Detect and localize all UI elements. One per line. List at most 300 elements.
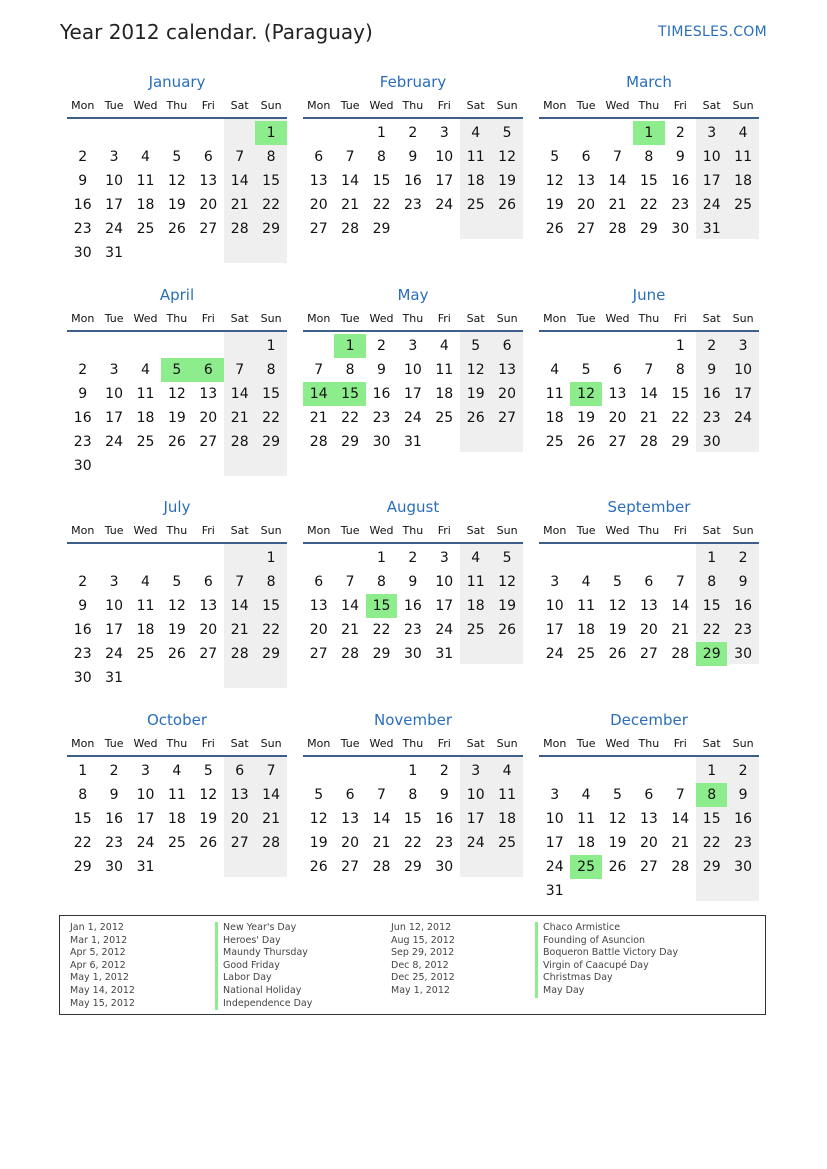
day-cell[interactable]: 13 [577, 173, 595, 189]
day-cell[interactable]: 27 [577, 221, 595, 237]
holiday-day-cell[interactable]: 6 [193, 358, 224, 382]
day-cell[interactable]: 18 [545, 410, 564, 426]
day-cell[interactable]: 18 [577, 622, 595, 638]
day-cell[interactable]: 22 [702, 622, 721, 638]
day-cell[interactable]: 6 [644, 574, 654, 590]
day-cell[interactable]: 29 [671, 434, 690, 450]
day-cell[interactable]: 17 [545, 622, 564, 638]
day-cell[interactable]: 25 [435, 410, 454, 426]
day-cell[interactable]: 25 [136, 434, 155, 450]
day-cell[interactable]: 22 [372, 622, 391, 638]
day-cell[interactable]: 16 [73, 197, 92, 213]
day-cell[interactable]: 11 [136, 386, 155, 402]
day-cell[interactable]: 26 [498, 622, 516, 638]
day-cell[interactable]: 4 [581, 787, 591, 803]
day-cell[interactable]: 21 [372, 835, 391, 851]
day-cell[interactable]: 8 [78, 787, 88, 803]
day-cell[interactable]: 27 [639, 646, 658, 662]
day-cell[interactable]: 14 [341, 173, 359, 189]
day-cell[interactable]: 9 [78, 173, 88, 189]
day-cell[interactable]: 26 [167, 434, 186, 450]
day-cell[interactable]: 10 [403, 362, 422, 378]
day-cell[interactable]: 20 [309, 197, 328, 213]
day-cell[interactable]: 3 [550, 787, 560, 803]
day-cell[interactable]: 9 [377, 362, 386, 378]
day-cell[interactable]: 10 [466, 787, 485, 803]
day-cell[interactable]: 30 [734, 646, 752, 662]
day-cell[interactable]: 23 [734, 835, 752, 851]
day-cell[interactable]: 29 [702, 859, 721, 875]
day-cell[interactable]: 2 [78, 149, 88, 165]
day-cell[interactable]: 17 [105, 410, 123, 426]
day-cell[interactable]: 4 [738, 125, 748, 141]
day-cell[interactable]: 28 [671, 859, 690, 875]
day-cell[interactable]: 20 [639, 835, 658, 851]
day-cell[interactable]: 30 [73, 670, 92, 686]
day-cell[interactable]: 23 [73, 434, 92, 450]
day-cell[interactable]: 23 [372, 410, 391, 426]
day-cell[interactable]: 13 [309, 173, 328, 189]
day-cell[interactable]: 20 [199, 410, 218, 426]
day-cell[interactable]: 12 [309, 811, 328, 827]
day-cell[interactable]: 7 [675, 787, 685, 803]
day-cell[interactable]: 24 [105, 434, 123, 450]
day-cell[interactable]: 28 [262, 835, 280, 851]
day-cell[interactable]: 28 [608, 221, 627, 237]
day-cell[interactable]: 1 [675, 338, 685, 354]
day-cell[interactable]: 22 [372, 197, 391, 213]
day-cell[interactable]: 16 [435, 811, 454, 827]
day-cell[interactable]: 11 [577, 811, 595, 827]
holiday-day-cell[interactable]: 1 [255, 121, 286, 145]
day-cell[interactable]: 27 [341, 859, 359, 875]
day-cell[interactable]: 28 [372, 859, 391, 875]
day-cell[interactable]: 14 [341, 598, 359, 614]
day-cell[interactable]: 11 [136, 598, 155, 614]
day-cell[interactable]: 17 [702, 173, 721, 189]
day-cell[interactable]: 27 [199, 221, 218, 237]
day-cell[interactable]: 25 [466, 622, 485, 638]
day-cell[interactable]: 13 [498, 362, 516, 378]
day-cell[interactable]: 3 [550, 574, 560, 590]
day-cell[interactable]: 11 [734, 149, 752, 165]
day-cell[interactable]: 21 [639, 410, 658, 426]
day-cell[interactable]: 14 [372, 811, 391, 827]
day-cell[interactable]: 26 [498, 197, 516, 213]
day-cell[interactable]: 28 [230, 646, 249, 662]
day-cell[interactable]: 19 [199, 811, 218, 827]
day-cell[interactable]: 11 [136, 173, 155, 189]
day-cell[interactable]: 21 [230, 622, 249, 638]
day-cell[interactable]: 14 [671, 811, 690, 827]
day-cell[interactable]: 14 [230, 386, 249, 402]
day-cell[interactable]: 3 [439, 125, 449, 141]
day-cell[interactable]: 16 [372, 386, 391, 402]
holiday-day-cell[interactable]: 8 [696, 783, 727, 807]
day-cell[interactable]: 26 [167, 646, 186, 662]
day-cell[interactable]: 17 [403, 386, 422, 402]
day-cell[interactable]: 4 [471, 550, 481, 566]
day-cell[interactable]: 21 [341, 197, 359, 213]
day-cell[interactable]: 13 [341, 811, 359, 827]
day-cell[interactable]: 1 [266, 550, 276, 566]
day-cell[interactable]: 4 [550, 362, 560, 378]
day-cell[interactable]: 8 [644, 149, 654, 165]
day-cell[interactable]: 19 [498, 173, 516, 189]
day-cell[interactable]: 31 [702, 221, 721, 237]
day-cell[interactable]: 8 [266, 149, 276, 165]
day-cell[interactable]: 12 [608, 598, 627, 614]
day-cell[interactable]: 24 [466, 835, 485, 851]
day-cell[interactable]: 30 [702, 434, 721, 450]
day-cell[interactable]: 16 [73, 410, 92, 426]
day-cell[interactable]: 8 [675, 362, 685, 378]
day-cell[interactable]: 16 [702, 386, 721, 402]
day-cell[interactable]: 8 [345, 362, 355, 378]
day-cell[interactable]: 1 [377, 550, 386, 566]
day-cell[interactable]: 4 [439, 338, 449, 354]
day-cell[interactable]: 5 [314, 787, 324, 803]
day-cell[interactable]: 16 [73, 622, 92, 638]
day-cell[interactable]: 24 [734, 410, 752, 426]
day-cell[interactable]: 8 [707, 574, 717, 590]
day-cell[interactable]: 18 [136, 197, 155, 213]
holiday-day-cell[interactable]: 15 [334, 382, 365, 406]
day-cell[interactable]: 10 [435, 574, 454, 590]
day-cell[interactable]: 5 [550, 149, 560, 165]
day-cell[interactable]: 3 [408, 338, 418, 354]
day-cell[interactable]: 12 [608, 811, 627, 827]
holiday-day-cell[interactable]: 25 [570, 855, 601, 879]
day-cell[interactable]: 5 [471, 338, 481, 354]
day-cell[interactable]: 25 [577, 646, 595, 662]
day-cell[interactable]: 9 [738, 574, 748, 590]
day-cell[interactable]: 22 [702, 835, 721, 851]
day-cell[interactable]: 20 [341, 835, 359, 851]
day-cell[interactable]: 3 [471, 763, 481, 779]
day-cell[interactable]: 19 [577, 410, 595, 426]
day-cell[interactable]: 30 [403, 646, 422, 662]
day-cell[interactable]: 5 [502, 550, 512, 566]
day-cell[interactable]: 10 [105, 386, 123, 402]
day-cell[interactable]: 7 [345, 574, 355, 590]
day-cell[interactable]: 30 [435, 859, 454, 875]
day-cell[interactable]: 22 [262, 622, 280, 638]
day-cell[interactable]: 6 [644, 787, 654, 803]
day-cell[interactable]: 17 [734, 386, 752, 402]
day-cell[interactable]: 6 [613, 362, 622, 378]
day-cell[interactable]: 21 [230, 410, 249, 426]
day-cell[interactable]: 2 [738, 550, 748, 566]
day-cell[interactable]: 3 [738, 338, 748, 354]
day-cell[interactable]: 23 [671, 197, 690, 213]
day-cell[interactable]: 8 [266, 362, 276, 378]
day-cell[interactable]: 1 [707, 763, 717, 779]
day-cell[interactable]: 28 [230, 434, 249, 450]
day-cell[interactable]: 16 [671, 173, 690, 189]
day-cell[interactable]: 24 [435, 622, 454, 638]
day-cell[interactable]: 2 [78, 574, 88, 590]
day-cell[interactable]: 12 [167, 598, 186, 614]
day-cell[interactable]: 15 [702, 811, 721, 827]
day-cell[interactable]: 28 [671, 646, 690, 662]
day-cell[interactable]: 2 [109, 763, 119, 779]
day-cell[interactable]: 13 [639, 598, 658, 614]
day-cell[interactable]: 25 [734, 197, 752, 213]
day-cell[interactable]: 12 [167, 173, 186, 189]
day-cell[interactable]: 4 [581, 574, 591, 590]
day-cell[interactable]: 11 [466, 149, 485, 165]
day-cell[interactable]: 19 [545, 197, 564, 213]
day-cell[interactable]: 9 [78, 598, 88, 614]
day-cell[interactable]: 9 [78, 386, 88, 402]
day-cell[interactable]: 10 [435, 149, 454, 165]
day-cell[interactable]: 10 [136, 787, 155, 803]
day-cell[interactable]: 25 [466, 197, 485, 213]
day-cell[interactable]: 2 [408, 125, 418, 141]
day-cell[interactable]: 29 [262, 646, 280, 662]
day-cell[interactable]: 6 [502, 338, 512, 354]
holiday-day-cell[interactable]: 14 [303, 382, 334, 406]
day-cell[interactable]: 16 [403, 173, 422, 189]
day-cell[interactable]: 23 [734, 622, 752, 638]
day-cell[interactable]: 6 [314, 149, 324, 165]
day-cell[interactable]: 31 [545, 883, 564, 899]
day-cell[interactable]: 2 [707, 338, 717, 354]
day-cell[interactable]: 31 [435, 646, 454, 662]
day-cell[interactable]: 6 [203, 149, 213, 165]
day-cell[interactable]: 10 [734, 362, 752, 378]
day-cell[interactable]: 2 [675, 125, 685, 141]
day-cell[interactable]: 4 [502, 763, 512, 779]
day-cell[interactable]: 5 [172, 574, 182, 590]
day-cell[interactable]: 25 [136, 646, 155, 662]
day-cell[interactable]: 21 [230, 197, 249, 213]
day-cell[interactable]: 7 [235, 362, 245, 378]
day-cell[interactable]: 19 [167, 410, 186, 426]
day-cell[interactable]: 8 [377, 149, 386, 165]
day-cell[interactable]: 27 [199, 434, 218, 450]
day-cell[interactable]: 15 [671, 386, 690, 402]
day-cell[interactable]: 20 [498, 386, 516, 402]
day-cell[interactable]: 7 [235, 574, 245, 590]
day-cell[interactable]: 18 [577, 835, 595, 851]
day-cell[interactable]: 16 [403, 598, 422, 614]
day-cell[interactable]: 2 [439, 763, 449, 779]
day-cell[interactable]: 19 [608, 622, 627, 638]
day-cell[interactable]: 14 [639, 386, 658, 402]
day-cell[interactable]: 9 [675, 149, 685, 165]
day-cell[interactable]: 8 [377, 574, 386, 590]
day-cell[interactable]: 15 [73, 811, 92, 827]
day-cell[interactable]: 13 [199, 386, 218, 402]
day-cell[interactable]: 1 [707, 550, 717, 566]
day-cell[interactable]: 7 [235, 149, 245, 165]
day-cell[interactable]: 24 [105, 221, 123, 237]
day-cell[interactable]: 4 [471, 125, 481, 141]
day-cell[interactable]: 5 [502, 125, 512, 141]
day-cell[interactable]: 19 [466, 386, 485, 402]
day-cell[interactable]: 26 [167, 221, 186, 237]
day-cell[interactable]: 6 [314, 574, 324, 590]
day-cell[interactable]: 18 [498, 811, 516, 827]
day-cell[interactable]: 8 [266, 574, 276, 590]
day-cell[interactable]: 27 [498, 410, 516, 426]
day-cell[interactable]: 26 [309, 859, 328, 875]
day-cell[interactable]: 17 [105, 197, 123, 213]
day-cell[interactable]: 10 [545, 598, 564, 614]
brand-link[interactable]: TIMESLES.COM [658, 24, 767, 40]
day-cell[interactable]: 13 [230, 787, 249, 803]
day-cell[interactable]: 24 [545, 859, 564, 875]
day-cell[interactable]: 15 [639, 173, 658, 189]
day-cell[interactable]: 19 [167, 197, 186, 213]
day-cell[interactable]: 9 [408, 574, 418, 590]
day-cell[interactable]: 23 [702, 410, 721, 426]
day-cell[interactable]: 13 [309, 598, 328, 614]
day-cell[interactable]: 30 [105, 859, 123, 875]
day-cell[interactable]: 17 [545, 835, 564, 851]
day-cell[interactable]: 3 [707, 125, 717, 141]
day-cell[interactable]: 26 [545, 221, 564, 237]
day-cell[interactable]: 19 [498, 598, 516, 614]
day-cell[interactable]: 31 [105, 245, 123, 261]
day-cell[interactable]: 25 [498, 835, 516, 851]
day-cell[interactable]: 15 [262, 173, 280, 189]
day-cell[interactable]: 21 [341, 622, 359, 638]
day-cell[interactable]: 2 [78, 362, 88, 378]
day-cell[interactable]: 28 [639, 434, 658, 450]
holiday-day-cell[interactable]: 12 [570, 382, 601, 406]
day-cell[interactable]: 10 [105, 173, 123, 189]
day-cell[interactable]: 29 [639, 221, 658, 237]
day-cell[interactable]: 30 [734, 859, 752, 875]
day-cell[interactable]: 2 [738, 763, 748, 779]
day-cell[interactable]: 29 [341, 434, 359, 450]
day-cell[interactable]: 25 [136, 221, 155, 237]
day-cell[interactable]: 5 [613, 574, 622, 590]
day-cell[interactable]: 22 [639, 197, 658, 213]
day-cell[interactable]: 18 [734, 173, 752, 189]
day-cell[interactable]: 26 [608, 646, 627, 662]
day-cell[interactable]: 7 [314, 362, 324, 378]
day-cell[interactable]: 6 [581, 149, 591, 165]
day-cell[interactable]: 1 [78, 763, 88, 779]
day-cell[interactable]: 14 [230, 598, 249, 614]
day-cell[interactable]: 14 [608, 173, 627, 189]
day-cell[interactable]: 23 [73, 646, 92, 662]
day-cell[interactable]: 12 [466, 362, 485, 378]
day-cell[interactable]: 8 [408, 787, 418, 803]
day-cell[interactable]: 13 [608, 386, 627, 402]
day-cell[interactable]: 1 [377, 125, 386, 141]
day-cell[interactable]: 27 [230, 835, 249, 851]
day-cell[interactable]: 21 [262, 811, 280, 827]
day-cell[interactable]: 20 [608, 410, 627, 426]
day-cell[interactable]: 4 [172, 763, 182, 779]
day-cell[interactable]: 28 [230, 221, 249, 237]
day-cell[interactable]: 25 [167, 835, 186, 851]
day-cell[interactable]: 22 [73, 835, 92, 851]
day-cell[interactable]: 11 [167, 787, 186, 803]
day-cell[interactable]: 23 [73, 221, 92, 237]
day-cell[interactable]: 11 [545, 386, 564, 402]
day-cell[interactable]: 15 [372, 173, 391, 189]
day-cell[interactable]: 22 [403, 835, 422, 851]
day-cell[interactable]: 11 [435, 362, 454, 378]
day-cell[interactable]: 19 [167, 622, 186, 638]
day-cell[interactable]: 4 [141, 149, 150, 165]
day-cell[interactable]: 26 [466, 410, 485, 426]
day-cell[interactable]: 6 [345, 787, 355, 803]
day-cell[interactable]: 15 [262, 598, 280, 614]
day-cell[interactable]: 17 [435, 173, 454, 189]
day-cell[interactable]: 16 [105, 811, 123, 827]
day-cell[interactable]: 5 [172, 149, 182, 165]
day-cell[interactable]: 29 [262, 221, 280, 237]
day-cell[interactable]: 17 [136, 811, 155, 827]
day-cell[interactable]: 28 [341, 646, 359, 662]
day-cell[interactable]: 12 [498, 574, 516, 590]
day-cell[interactable]: 25 [545, 434, 564, 450]
day-cell[interactable]: 3 [109, 362, 119, 378]
day-cell[interactable]: 22 [262, 197, 280, 213]
day-cell[interactable]: 1 [266, 338, 276, 354]
day-cell[interactable]: 31 [105, 670, 123, 686]
day-cell[interactable]: 16 [734, 811, 752, 827]
day-cell[interactable]: 20 [639, 622, 658, 638]
day-cell[interactable]: 21 [671, 622, 690, 638]
day-cell[interactable]: 6 [203, 574, 213, 590]
day-cell[interactable]: 15 [262, 386, 280, 402]
day-cell[interactable]: 24 [435, 197, 454, 213]
day-cell[interactable]: 18 [466, 173, 485, 189]
day-cell[interactable]: 18 [167, 811, 186, 827]
day-cell[interactable]: 19 [608, 835, 627, 851]
day-cell[interactable]: 22 [262, 410, 280, 426]
holiday-day-cell[interactable]: 29 [696, 642, 727, 666]
day-cell[interactable]: 27 [309, 221, 328, 237]
day-cell[interactable]: 22 [671, 410, 690, 426]
day-cell[interactable]: 12 [545, 173, 564, 189]
day-cell[interactable]: 10 [105, 598, 123, 614]
day-cell[interactable]: 23 [403, 622, 422, 638]
day-cell[interactable]: 9 [738, 787, 748, 803]
day-cell[interactable]: 24 [545, 646, 564, 662]
day-cell[interactable]: 7 [644, 362, 654, 378]
day-cell[interactable]: 29 [372, 646, 391, 662]
day-cell[interactable]: 31 [136, 859, 155, 875]
day-cell[interactable]: 30 [671, 221, 690, 237]
day-cell[interactable]: 20 [309, 622, 328, 638]
day-cell[interactable]: 27 [199, 646, 218, 662]
day-cell[interactable]: 6 [235, 763, 245, 779]
day-cell[interactable]: 20 [199, 197, 218, 213]
day-cell[interactable]: 7 [613, 149, 622, 165]
day-cell[interactable]: 4 [141, 574, 150, 590]
day-cell[interactable]: 4 [141, 362, 150, 378]
day-cell[interactable]: 20 [577, 197, 595, 213]
day-cell[interactable]: 7 [345, 149, 355, 165]
day-cell[interactable]: 27 [608, 434, 627, 450]
day-cell[interactable]: 20 [230, 811, 249, 827]
day-cell[interactable]: 30 [372, 434, 391, 450]
day-cell[interactable]: 16 [734, 598, 752, 614]
day-cell[interactable]: 18 [466, 598, 485, 614]
day-cell[interactable]: 28 [341, 221, 359, 237]
day-cell[interactable]: 18 [136, 410, 155, 426]
day-cell[interactable]: 23 [403, 197, 422, 213]
